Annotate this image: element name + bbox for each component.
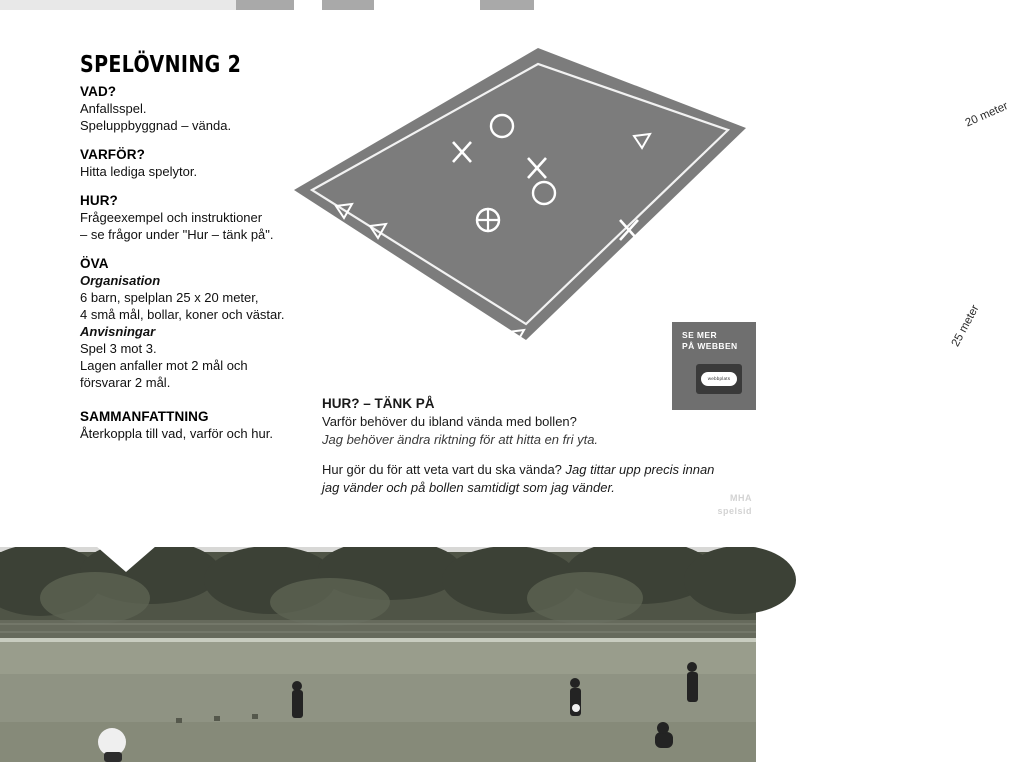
web-badge-line-1: SE MER bbox=[682, 330, 717, 340]
section-sammanfattning bbox=[80, 409, 330, 442]
section-hur-heading: HUR? bbox=[80, 193, 118, 208]
section-sammanfattning-line-1: Återkoppla till vad, varför och hur. bbox=[80, 426, 273, 441]
section-ova-anvisningar-line-1: Spel 3 mot 3. bbox=[80, 341, 157, 356]
section-ova-heading: ÖVA bbox=[80, 256, 109, 271]
tab-mark-3 bbox=[480, 0, 534, 10]
web-badge-logo-pill bbox=[701, 372, 737, 386]
qa-block bbox=[322, 396, 722, 496]
section-varfor-line-1: Hitta lediga spelytor. bbox=[80, 164, 198, 179]
tab-mark-2 bbox=[322, 0, 378, 10]
section-hur-line-1: Frågeexempel och instruktioner bbox=[80, 210, 263, 225]
pitch-surface bbox=[294, 48, 746, 340]
section-vad-heading: VAD? bbox=[80, 84, 117, 99]
section-ova-anvisningar-label: Anvisningar bbox=[80, 324, 156, 339]
qa-spacer bbox=[322, 448, 722, 461]
page-top-strip bbox=[0, 0, 756, 10]
page-title: SPELÖVNING 2 bbox=[80, 52, 242, 78]
section-ova-anvisningar-line-3: försvarar 2 mål. bbox=[80, 375, 171, 390]
section-sammanfattning-heading: SAMMANFATTNING bbox=[80, 409, 209, 424]
qa-answer-2: Jag tittar upp precis innan jag vänder och på bollen samtidigt som jag vänder. bbox=[322, 462, 715, 495]
ball-marker bbox=[477, 209, 499, 231]
section-ova-organisation-label: Organisation bbox=[80, 273, 161, 288]
section-ova-anvisningar-line-2: Lagen anfaller mot 2 mål och bbox=[80, 358, 248, 373]
qa-answer-1: Jag behöver ändra riktning för att hitta en fri yta. bbox=[322, 431, 599, 447]
photo-svg bbox=[0, 546, 756, 762]
qa-question-1: Varför behöver du ibland vända med bollen? bbox=[322, 414, 577, 429]
section-ova-organisation-line-2: 4 små mål, bollar, koner och västar. bbox=[80, 307, 285, 322]
page-edge-shade bbox=[0, 0, 236, 10]
section-varfor-heading: VARFÖR? bbox=[80, 147, 145, 162]
section-hur-line-2: – se frågor under "Hur – tänk på". bbox=[80, 227, 274, 242]
photo-top-white-band bbox=[0, 540, 756, 547]
ghost-line-1: MHA bbox=[730, 493, 752, 503]
pitch-diagram bbox=[276, 40, 1010, 370]
ghost-line-2: spelsid bbox=[717, 506, 752, 516]
qa-heading: HUR? – TÄNK PÅ bbox=[322, 396, 435, 411]
pitch-diagram-svg bbox=[276, 40, 756, 370]
tab-mark-1 bbox=[236, 0, 294, 10]
web-badge-line-2: PÅ WEBBEN bbox=[682, 341, 738, 351]
photo-football-field bbox=[0, 546, 756, 762]
section-vad-line-1: Anfallsspel. bbox=[80, 101, 147, 116]
qa-question-2-text: Hur gör du för att veta vart du ska vända? bbox=[322, 462, 562, 477]
pitch-label-25-meter: 25 meter bbox=[949, 303, 982, 349]
pitch-label-20-meter: 20 meter bbox=[963, 100, 1010, 130]
background-ghost-text bbox=[692, 492, 752, 518]
section-ova-organisation-line-1: 6 barn, spelplan 25 x 20 meter, bbox=[80, 290, 259, 305]
web-badge-logo-text: webbplats bbox=[707, 376, 731, 381]
tab-mark-gap bbox=[374, 0, 378, 10]
qa-question-2 bbox=[322, 461, 722, 496]
section-vad-line-2: Speluppbyggnad – vända. bbox=[80, 118, 232, 133]
